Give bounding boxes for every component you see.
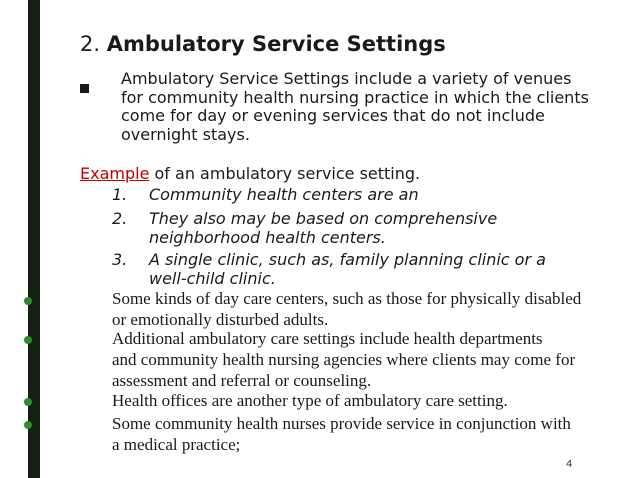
bullet-dot-icon <box>24 398 32 406</box>
bullet-dot-icon <box>24 336 32 344</box>
intro-line: Ambulatory Service Settings include a variety of venues <box>121 69 572 88</box>
bullet-line: and community health nursing agencies where clients may come for <box>112 350 576 369</box>
item-text: neighborhood health centers. <box>149 227 386 247</box>
example-text: of an ambulatory service setting. <box>149 164 421 183</box>
intro-line: for community health nursing practice in which the clients <box>121 87 589 107</box>
example-line <box>80 164 420 183</box>
bullet-line: Some community health nurses provide service in conjunction with <box>112 414 571 433</box>
item-text: well-child clinic. <box>149 268 276 288</box>
left-accent-bar <box>28 0 40 478</box>
item-number: 2. <box>112 209 128 228</box>
bullet-line: or emotionally disturbed adults. <box>112 310 329 329</box>
bullet-line: Health offices are another type of ambulatory care setting. <box>112 391 508 410</box>
slide-title <box>80 32 446 56</box>
bullet-dot-icon <box>24 297 32 305</box>
item-text: Community health centers are an <box>149 185 419 204</box>
intro-paragraph <box>121 70 621 144</box>
example-link[interactable]: Example <box>80 164 150 183</box>
item-number: 3. <box>112 250 128 269</box>
item-number: 1. <box>112 185 128 204</box>
title-number: 2. <box>80 32 101 56</box>
bullet-item <box>112 390 508 411</box>
item-text: They also may be based on comprehensive <box>149 209 498 228</box>
title-text: Ambulatory Service Settings <box>106 32 446 56</box>
bullet-item <box>112 288 581 330</box>
bullet-line: assessment and referral or counseling. <box>112 371 372 390</box>
square-bullet-icon <box>80 84 89 93</box>
intro-line: come for day or evening services that do not include <box>121 106 545 125</box>
bullet-item <box>112 413 571 455</box>
bullet-dot-icon <box>24 421 32 429</box>
intro-line: overnight stays. <box>121 124 250 144</box>
bullet-line: Some kinds of day care centers, such as those for physically disabled <box>112 289 582 308</box>
bullet-line: Additional ambulatory care settings include health departments <box>112 329 543 348</box>
bullet-item <box>112 328 575 391</box>
page-number: 4 <box>566 459 573 470</box>
bullet-line: a medical practice; <box>112 435 241 454</box>
item-text: A single clinic, such as, family planning clinic or a <box>149 250 546 269</box>
